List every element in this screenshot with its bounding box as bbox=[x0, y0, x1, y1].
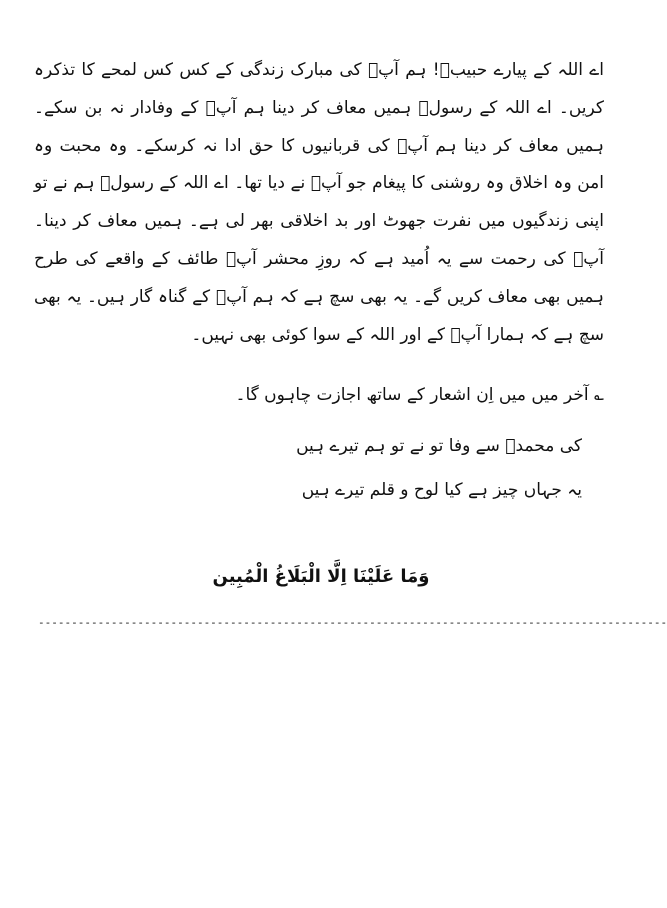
verse-line-2: یہ جہاں چیز ہے کیا لوح و قلم تیرے ہیں bbox=[301, 480, 582, 500]
closing-phrase: وَمَا عَلَيْنَا اِلَّا الْبَلَاغُ الْمُبِين bbox=[212, 566, 430, 587]
paragraph-text: اے اللہ کے پیارے حبیبؐ! ہم آپؐ کی مبارک زندگی کے کس کس لمحے کا تذکرہ کریں۔ اے اللہ کے رسولؐ ہمیں معاف کر دینا ہم آپؐ کے وفادار نہ بن سکے۔ ہمیں معاف کر دینا ہم آپؐ کی قربانیوں کا حق ادا نہ کرسکے۔ وہ محبت وہ امن وہ اخلاق وہ روشنی کا پیغام جو آپؐ نے دیا تھا۔ اے اللہ کے رسولؐ ہم نے تو اپنی زندگیوں میں نفرت جھوٹ اور بد اخلاقی بھر لی ہے۔ ہمیں معاف کر دینا۔ آپؐ کی رحمت سے یہ اُمید ہے کہ روزِ محشر آپؐ طائف کے واقعے کی طرح ہمیں بھی معاف کریں گے۔ یہ بھی سچ ہے کہ ہم آپؐ کے گناہ گار ہیں۔ یہ بھی سچ ہے کہ ہمارا آپؐ کے اور اللہ کے سوا کوئی بھی نہیں۔ bbox=[34, 60, 604, 345]
verse-couplet bbox=[282, 424, 582, 512]
verse-introduction bbox=[34, 378, 604, 412]
dashed-divider: ----------------------------------------------------------------------------------------------- bbox=[38, 616, 667, 629]
verse-line-1: کی محمدؐ سے وفا تو نے تو ہم تیرے ہیں bbox=[296, 436, 582, 456]
body-paragraph bbox=[34, 52, 604, 354]
verse-marker: ؎ bbox=[594, 385, 604, 405]
verse-intro-text: آخر میں میں اِن اشعار کے ساتھ اجازت چاہوں گا۔ bbox=[235, 385, 589, 405]
